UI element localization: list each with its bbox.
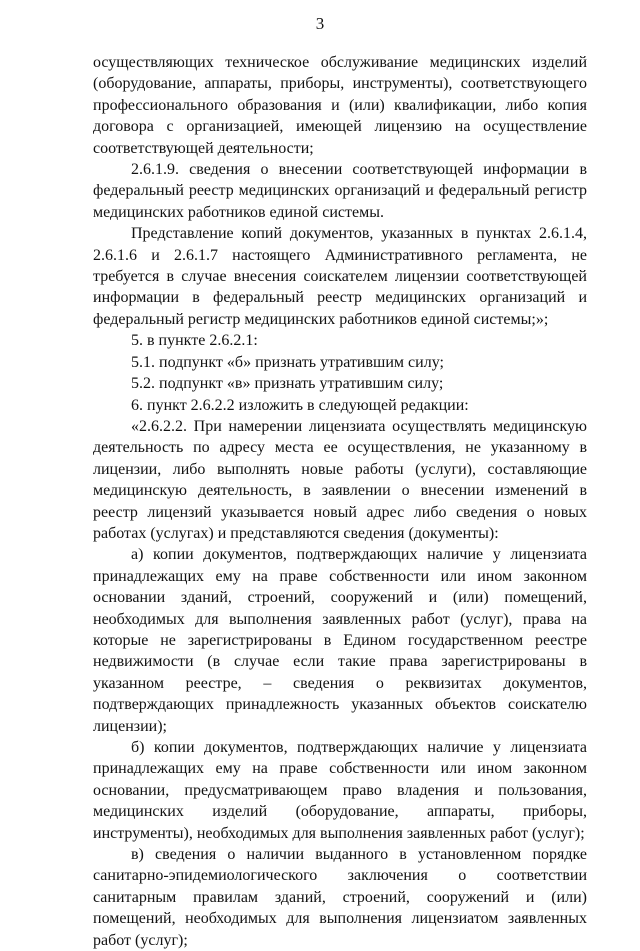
paragraph-2-6-1-9: 2.6.1.9. сведения о внесении соответствующей информации в федеральный реестр медицинских организаций и федеральный регистр медицинских работников единой системы. (93, 161, 587, 221)
paragraph-item-5: 5. в пункте 2.6.2.1: (131, 332, 258, 350)
page-number: 3 (315, 14, 325, 33)
paragraph-2-6-2-2: «2.6.2.2. При намерении лицензиата осуществлять медицинскую деятельность по адресу места ее осуществления, не указанному в лицензии, либо выполнять новые работы (услуги), составляющие медицинскую деятельность, в заявлении о внесении изменений в реестр лицензий указывается новый адрес либо сведения о новых работах (услугах) и представляются сведения (документы): (93, 417, 587, 542)
document-body (93, 52, 587, 951)
paragraph-subitem-v: в) сведения о наличии выданного в установленном порядке санитарно-эпидемиологического заключения о соответствии санитарным правилам зданий, строений, сооружений и (или) помещений, необходимых для выполнения лицензиатом заявленных работ (услуг); (93, 846, 587, 949)
paragraph-item-5-2: 5.2. подпункт «в» признать утратившим силу; (131, 375, 444, 393)
paragraph-copies-not-required: Представление копий документов, указанных в пунктах 2.6.1.4, 2.6.1.6 и 2.6.1.7 настоящего Административного регламента, не требуется в случае внесения соискателем лицензии соответствующей информации в федеральный реестр медицинских организаций и федеральный регистр медицинских работников единой системы;»; (93, 225, 587, 328)
paragraph-continuation: осуществляющих техническое обслуживание медицинских изделий (оборудование, аппараты, приборы, инструменты), соответствующего профессионального образования и (или) квалификации, либо копия договора с организацией, имеющей лицензию на осуществление соответствующей деятельности; (93, 54, 587, 157)
paragraph-item-6: 6. пункт 2.6.2.2 изложить в следующей редакции: (131, 396, 469, 414)
paragraph-subitem-b: б) копии документов, подтверждающих наличие у лицензиата принадлежащих ему на праве собственности или ином законном основании, предусматривающем право владения и пользования, медицинских изделий (оборудование, аппараты, приборы, инструменты), необходимых для выполнения заявленных работ (услуг); (93, 739, 587, 842)
paragraph-item-5-1: 5.1. подпункт «б» признать утратившим силу; (131, 353, 444, 371)
paragraph-subitem-a: а) копии документов, подтверждающих наличие у лицензиата принадлежащих ему на праве собственности или ином законном основании зданий, строений, сооружений и (или) помещений, необходимых для выполнения заявленных работ (услуг), права на которые не зарегистрированы в Едином государственном реестре недвижимости (в случае если такие права зарегистрированы в указанном реестре, – сведения о реквизитах документов, подтверждающих принадлежность указанных объектов соискателю лицензии); (93, 546, 587, 735)
